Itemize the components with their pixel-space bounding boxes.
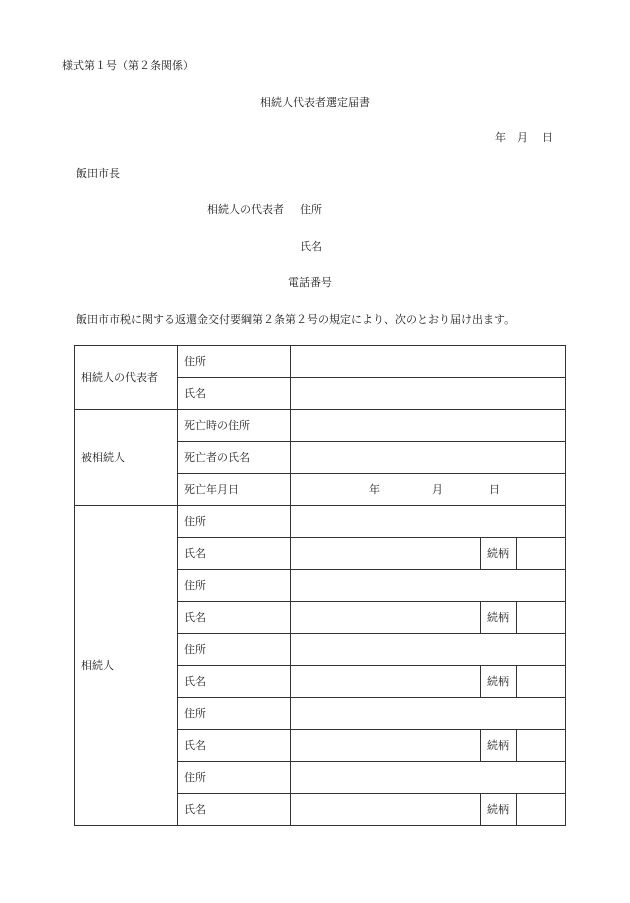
field-label-address: 住所 [178,698,291,730]
field-label-name: 氏名 [178,378,291,410]
addressee: 飯田市長 [76,167,120,180]
date-of-death-field[interactable] [291,474,566,506]
dod-month-label: 月 [432,482,443,496]
field-label-relation: 続柄 [481,602,517,634]
field-label-deceased-name: 死亡者の氏名 [178,442,291,474]
date-month-label: 月 [517,131,528,144]
date-year-label: 年 [495,131,506,144]
field-label-address-at-death: 死亡時の住所 [178,410,291,442]
field-label-address: 住所 [178,346,291,378]
section-deceased: 被相続人 [75,410,178,506]
field-label-address: 住所 [178,570,291,602]
heir-5-name-field[interactable] [291,794,481,826]
field-label-relation: 続柄 [481,730,517,762]
field-label-address: 住所 [178,634,291,666]
field-label-relation: 続柄 [481,538,517,570]
dod-day-label: 日 [489,482,500,496]
field-label-address: 住所 [178,762,291,794]
deceased-address-field[interactable] [291,410,566,442]
heir-4-relation-field[interactable] [517,730,566,762]
heir-4-name-field[interactable] [291,730,481,762]
field-label-relation: 続柄 [481,794,517,826]
heir-form-table [74,345,566,826]
heir-3-name-field[interactable] [291,666,481,698]
heir-1-address-field[interactable] [291,506,566,538]
heir-5-relation-field[interactable] [517,794,566,826]
field-label-name: 氏名 [178,602,291,634]
field-label-name: 氏名 [178,730,291,762]
field-label-name: 氏名 [178,794,291,826]
heir-2-name-field[interactable] [291,602,481,634]
field-label-name: 氏名 [178,666,291,698]
representative-name-label: 氏名 [300,240,322,253]
section-representative: 相続人の代表者 [75,346,178,410]
deceased-name-field[interactable] [291,442,566,474]
heir-1-name-field[interactable] [291,538,481,570]
heir-4-address-field[interactable] [291,698,566,730]
table-row [75,410,566,442]
heir-1-relation-field[interactable] [517,538,566,570]
intro-text: 飯田市市税に関する返還金交付要綱第２条第２号の規定により、次のとおり届け出ます。 [76,313,516,326]
form-number: 様式第１号（第２条関係） [62,59,194,72]
field-label-address: 住所 [178,506,291,538]
table-row [75,346,566,378]
date-day-label: 日 [542,131,553,144]
dod-year-label: 年 [369,482,380,496]
field-label-name: 氏名 [178,538,291,570]
heir-3-address-field[interactable] [291,634,566,666]
heir-2-address-field[interactable] [291,570,566,602]
heir-5-address-field[interactable] [291,762,566,794]
representative-phone-label: 電話番号 [288,276,332,289]
field-label-date-of-death: 死亡年月日 [178,474,291,506]
heir-3-relation-field[interactable] [517,666,566,698]
table-row [75,506,566,538]
document-title: 相続人代表者選定届書 [260,96,370,109]
heir-2-relation-field[interactable] [517,602,566,634]
section-heirs: 相続人 [75,506,178,826]
representative-address-label: 住所 [300,203,322,216]
representative-name-field[interactable] [291,378,566,410]
representative-label: 相続人の代表者 [207,203,284,216]
representative-address-field[interactable] [291,346,566,378]
field-label-relation: 続柄 [481,666,517,698]
